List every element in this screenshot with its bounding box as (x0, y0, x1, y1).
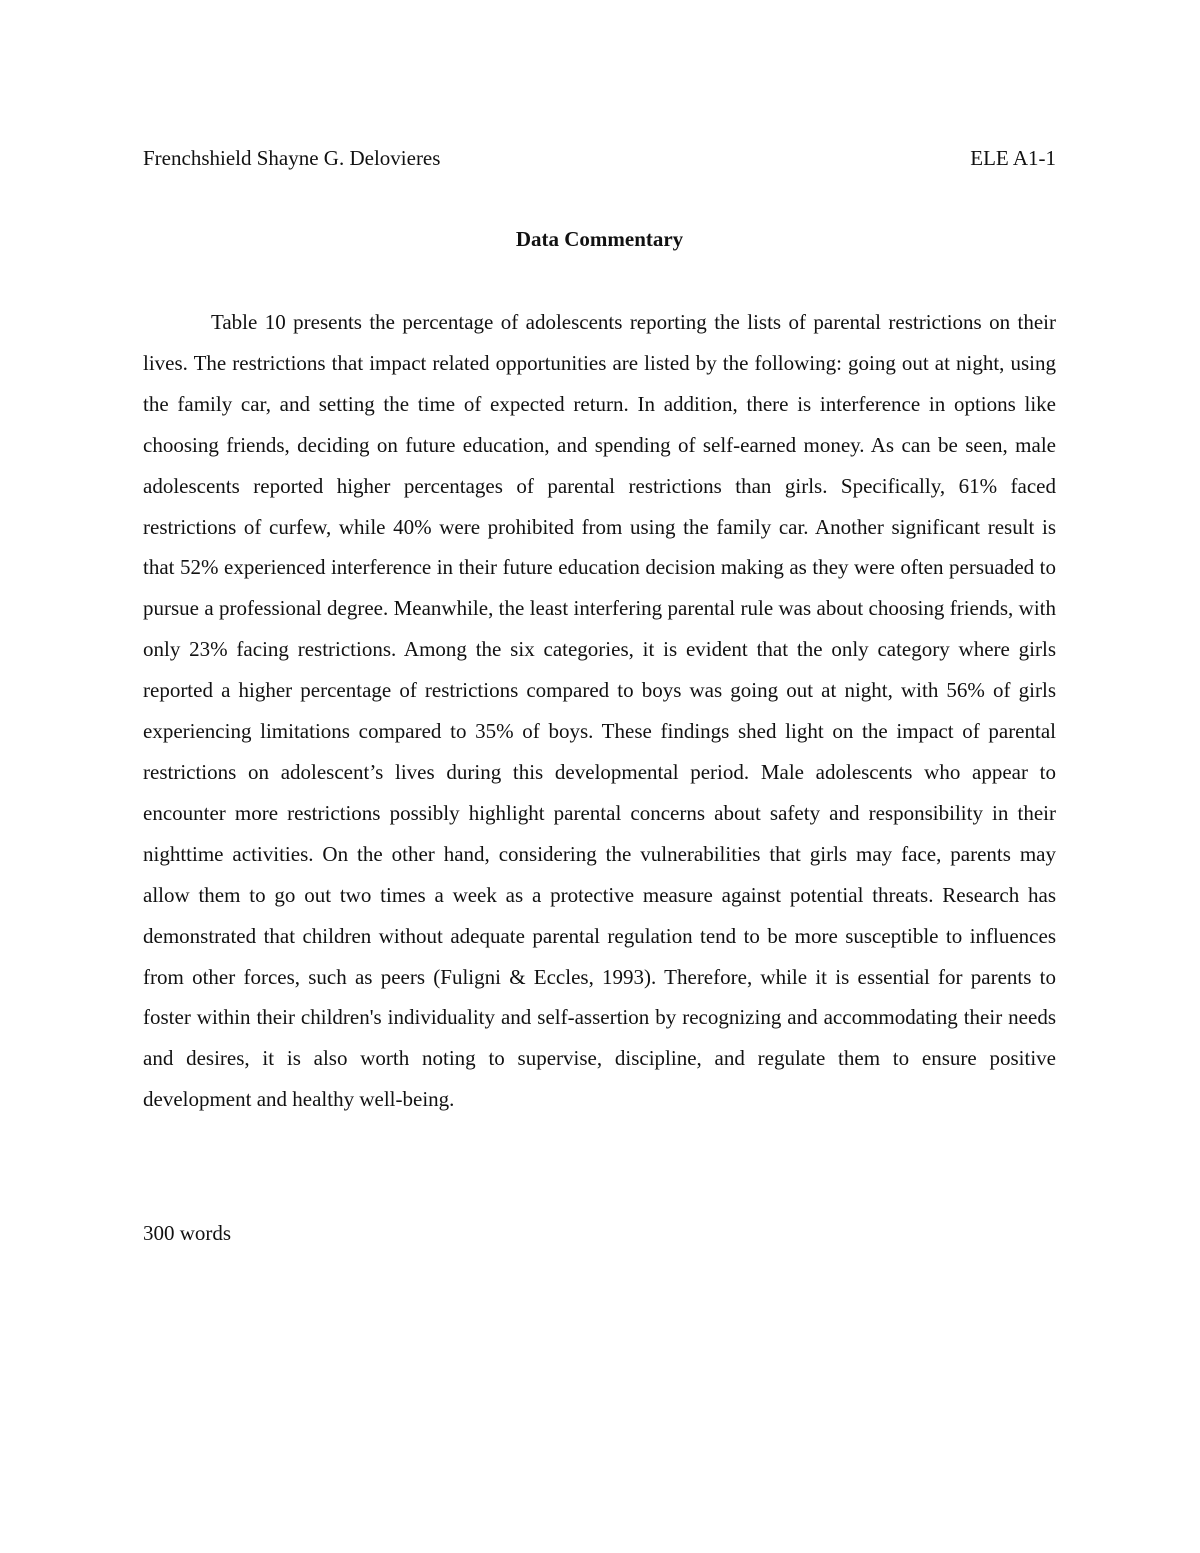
course-code: ELE A1-1 (970, 146, 1056, 170)
author-name: Frenchshield Shayne G. Delovieres (143, 146, 441, 170)
page-header (143, 143, 1056, 173)
commentary-paragraph: Table 10 presents the percentage of adolescents reporting the lists of parental restrictions on their lives. The restrictions that impact related opportunities are listed by the following: going out at night, using the family car, and setting the time of expected return. In addition, there is interference in options like choosing friends, deciding on future education, and spending of self-earned money. As can be seen, male adolescents reported higher percentages of parental restrictions than girls. Specifically, 61% faced restrictions of curfew, while 40% were prohibited from using the family car. Another significant result is that 52% experienced interference in their future education decision making as they were often persuaded to pursue a professional degree. Meanwhile, the least interfering parental rule was about choosing friends, with only 23% facing restrictions. Among the six categories, it is evident that the only category where girls reported a higher percentage of restrictions compared to boys was going out at night, with 56% of girls experiencing limitations compared to 35% of boys. These findings shed light on the impact of parental restrictions on adolescent’s lives during this developmental period. Male adolescents who appear to encounter more restrictions possibly highlight parental concerns about safety and responsibility in their nighttime activities. On the other hand, considering the vulnerabilities that girls may face, parents may allow them to go out two times a week as a protective measure against potential threats. Research has demonstrated that children without adequate parental regulation tend to be more susceptible to influences from other forces, such as peers (Fuligni & Eccles, 1993). Therefore, while it is essential for parents to foster within their children's individuality and self-assertion by recognizing and accommodating their needs and desires, it is also worth noting to supervise, discipline, and regulate them to ensure positive development and healthy well-being. (143, 310, 1056, 1112)
document-title: Data Commentary (515, 227, 684, 251)
word-count: 300 words (143, 1221, 232, 1245)
